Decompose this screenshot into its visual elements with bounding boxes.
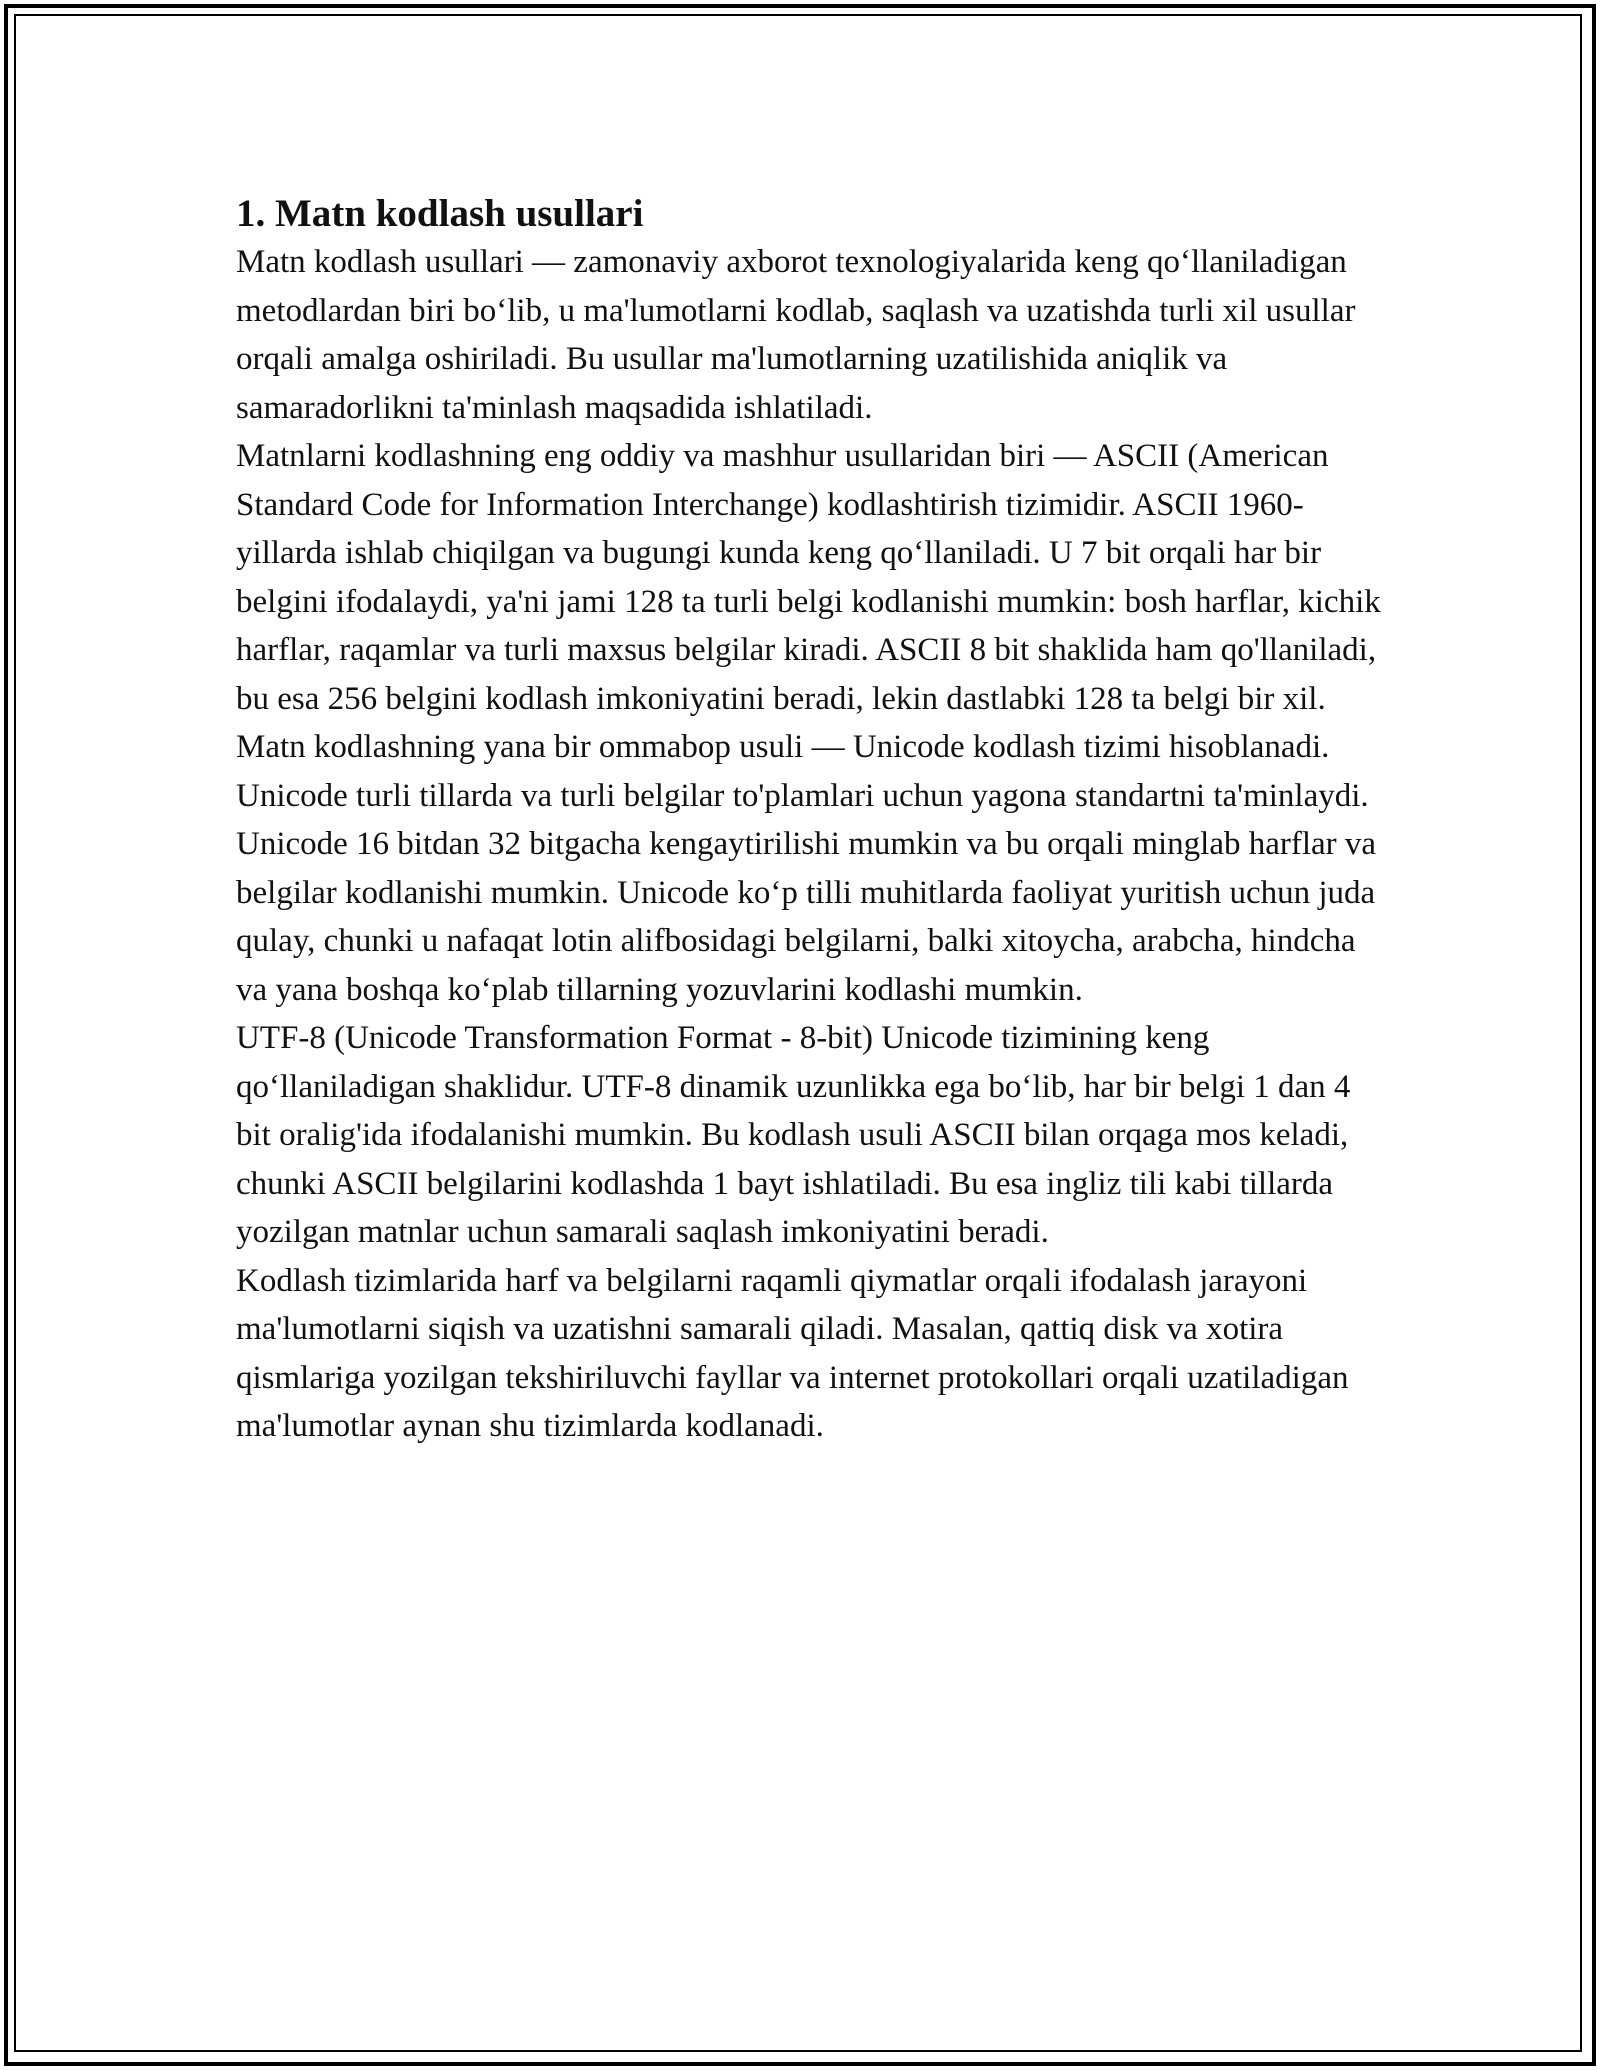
- paragraph-utf8: UTF-8 (Unicode Transformation Format - 8-bit) Unicode tizimining keng qo‘llaniladigan shaklidur. UTF-8 dinamik uzunlikka ega bo‘lib, har bir belgi 1 dan 4 bit oralig'ida ifodalanishi mumkin. Bu kodlash usuli ASCII bilan orqaga mos keladi, chunki ASCII belgilarini kodlashda 1 bayt ishlatiladi. Bu esa ingliz tili kabi tillarda yozilgan matnlar uchun samarali saqlash imkoniyatini beradi.: [236, 1020, 1351, 1250]
- paragraph-conclusion: Kodlash tizimlarida harf va belgilarni raqamli qiymatlar orqali ifodalash jarayoni ma'lumotlarni siqish va uzatishni samarali qiladi. Masalan, qattiq disk va xotira qismlariga yozilgan tekshiriluvchi fayllar va internet protokollari orqali uzatiladigan ma'lumotlar aynan shu tizimlarda kodlanadi.: [236, 1262, 1349, 1444]
- paragraph-intro: Matn kodlash usullari — zamonaviy axborot texnologiyalarida keng qo‘llaniladigan metodlardan biri bo‘lib, u ma'lumotlarni kodlab, saqlash va uzatishda turli xil usullar orqali amalga oshiriladi. Bu usullar ma'lumotlarning uzatilishida aniqlik va samaradorlikni ta'minlash maqsadida ishlatiladi.: [236, 244, 1356, 426]
- paragraph-unicode: Matn kodlashning yana bir ommabop usuli — Unicode kodlash tizimi hisoblanadi. Unicode turli tillarda va turli belgilar to'plamlari uchun yagona standartni ta'minlaydi. Unicode 16 bitdan 32 bitgacha kengaytirilishi mumkin va bu orqali minglab harflar va belgilar kodlanishi mumkin. Unicode ko‘p tilli muhitlarda faoliyat yuritish uchun juda qulay, chunki u nafaqat lotin alifbosidagi belgilarni, balki xitoycha, arabcha, hindcha va yana boshqa ko‘plab tillarning yozuvlarini kodlashi mumkin.: [236, 729, 1377, 1008]
- paragraph-ascii: Matnlarni kodlashning eng oddiy va mashhur usullaridan biri — ASCII (American Standard Code for Information Interchange) kodlashtirish tizimidir. ASCII 1960-yillarda ishlab chiqilgan va bugungi kunda keng qo‘llaniladi. U 7 bit orqali har bir belgini ifodalaydi, ya'ni jami 128 ta turli belgi kodlanishi mumkin: bosh harflar, kichik harflar, raqamlar va turli maxsus belgilar kiradi. ASCII 8 bit shaklida ham qo'llaniladi, bu esa 256 belgini kodlash imkoniyatini beradi, lekin dastlabki 128 ta belgi bir xil.: [236, 438, 1381, 717]
- document-body: [236, 190, 1386, 1451]
- section-heading: 1. Matn kodlash usullari: [236, 192, 644, 235]
